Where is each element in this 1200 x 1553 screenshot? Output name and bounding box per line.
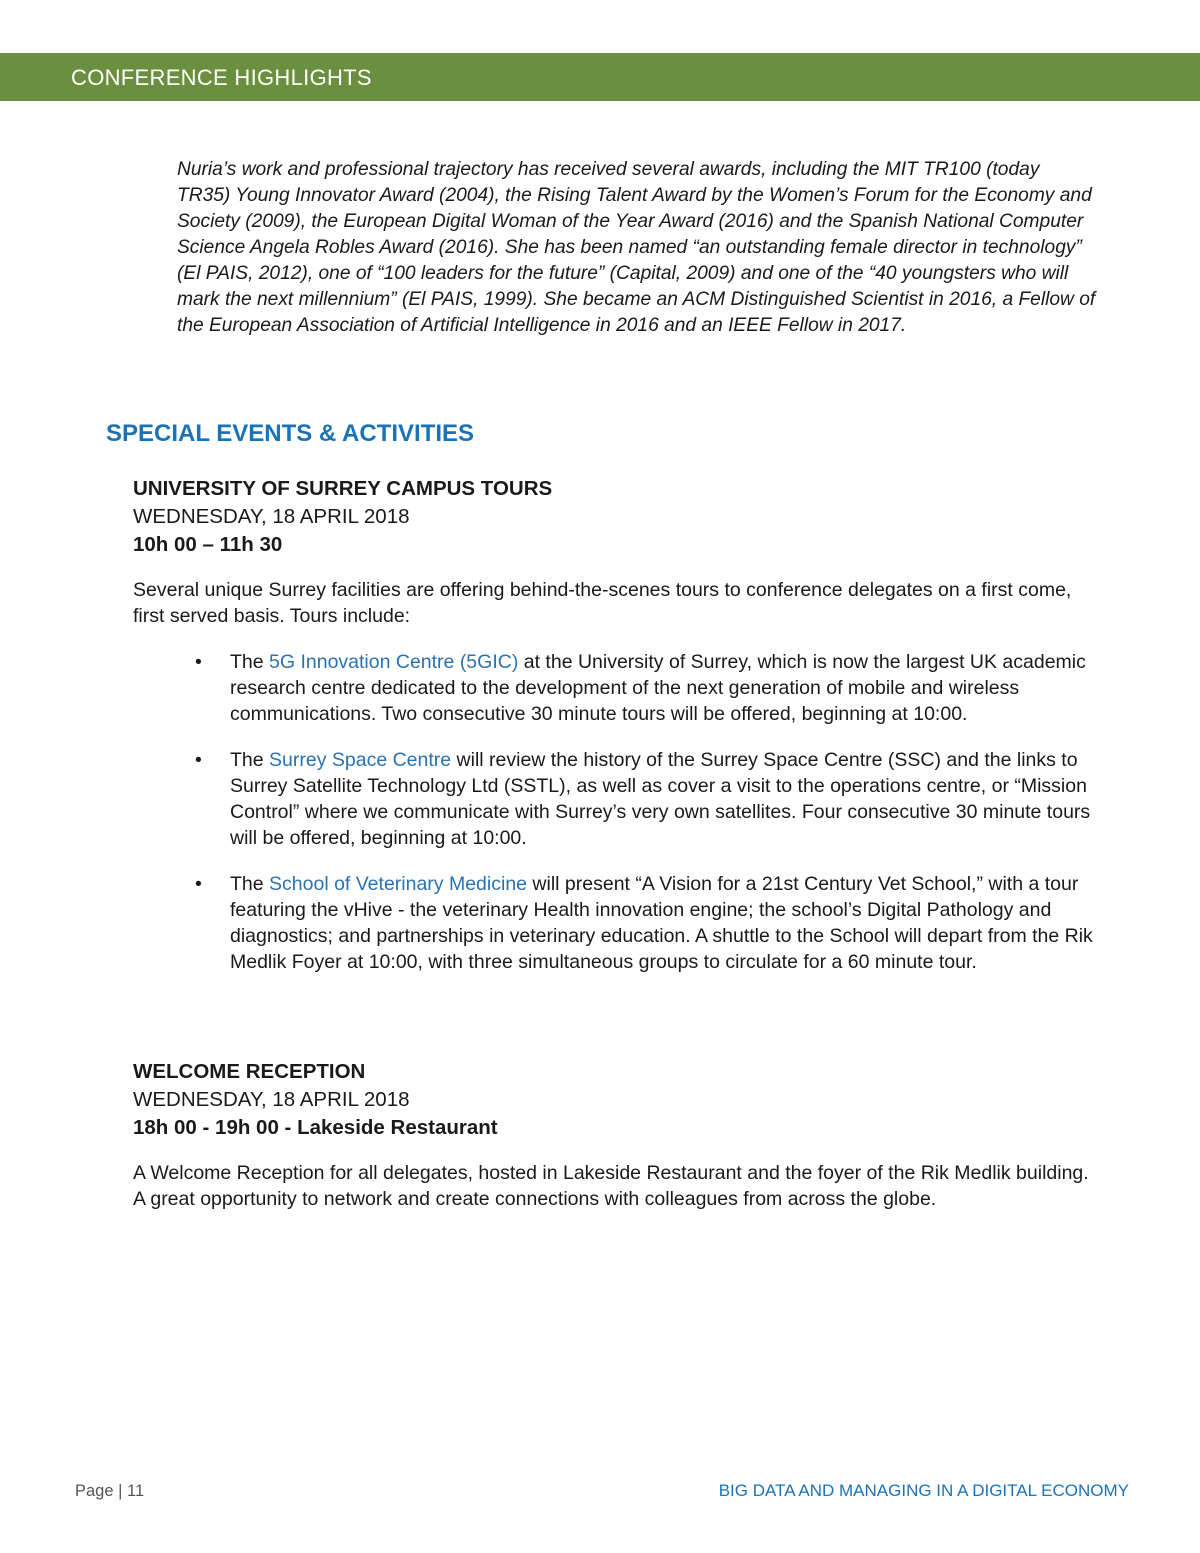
bullet-icon: •	[195, 749, 202, 771]
event-time: 10h 00 – 11h 30	[133, 533, 283, 556]
welcome-reception-event	[133, 1058, 1098, 1212]
bullet-icon: •	[195, 651, 202, 673]
tour-prefix: The	[230, 749, 270, 771]
reception-description: A Welcome Reception for all delegates, hosted in Lakeside Restaurant and the foyer of the Rik Medlik building. A great opportunity to network and create connections with colleagues from across the globe.	[133, 1162, 1089, 1210]
event-date: WEDNESDAY, 18 APRIL 2018	[133, 505, 410, 528]
event-date: WEDNESDAY, 18 APRIL 2018	[133, 1088, 410, 1111]
tour-prefix: The	[230, 651, 270, 673]
link-5g-innovation-centre[interactable]: 5G Innovation Centre (5GIC)	[269, 651, 519, 673]
page-number: Page | 11	[75, 1482, 145, 1500]
tour-item-vet-school	[133, 871, 1100, 975]
header-band	[0, 53, 1200, 101]
tour-list	[133, 649, 1098, 975]
section-title: SPECIAL EVENTS & ACTIVITIES	[106, 420, 475, 447]
tour-description: will present “A Vision for a 21st Century Vet School,” with a tour featuring the vHive - the veterinary Health innovation engine; the school’s Digital Pathology and diagnostics; and partnerships in veterinary education. A shuttle to the School will depart from the Rik Medlik Foyer at 10:00, with three simultaneous groups to circulate for a 60 minute tour.	[230, 873, 1093, 973]
tour-item-5gic	[133, 649, 1100, 727]
event-time: 18h 00 - 19h 00 - Lakeside Restaurant	[133, 1116, 498, 1139]
tour-description: at the University of Surrey, which is now the largest UK academic research centre dedicated to the development of the next generation of mobile and wireless communications. Two consecutive 30 minute tours will be offered, beginning at 10:00.	[230, 651, 1086, 725]
document-title: BIG DATA AND MANAGING IN A DIGITAL ECONOMY	[718, 1481, 1129, 1500]
header-title: CONFERENCE HIGHLIGHTS	[71, 65, 372, 90]
tour-description: will review the history of the Surrey Space Centre (SSC) and the links to Surrey Satellite Technology Ltd (SSTL), as well as cover a visit to the operations centre, or “Mission Control” where we communicate with Surrey’s very own satellites. Four consecutive 30 minute tours will be offered, beginning at 10:00.	[230, 749, 1091, 849]
campus-tours-event	[133, 475, 1098, 975]
event-title: WELCOME RECEPTION	[133, 1060, 366, 1083]
speaker-bio-paragraph: Nuria’s work and professional trajectory has received several awards, including the MIT TR100 (today TR35) Young Innovator Award (2004), the Rising Talent Award by the Women’s Forum for the Economy and Society (2009), the European Digital Woman of the Year Award (2016) and the Spanish National Computer Science Angela Robles Award (2016). She has been named “an outstanding female director in technology” (El PAIS, 2012), one of “100 leaders for the future” (Capital, 2009) and one of the “40 youngsters who will mark the next millennium” (El PAIS, 1999). She became an ACM Distinguished Scientist in 2016, a Fellow of the European Association of Artificial Intelligence in 2016 and an IEEE Fellow in 2017.	[177, 159, 1096, 336]
bullet-icon: •	[195, 873, 202, 895]
tour-item-space-centre	[133, 747, 1100, 851]
link-surrey-space-centre[interactable]: Surrey Space Centre	[269, 749, 452, 771]
event-title: UNIVERSITY OF SURREY CAMPUS TOURS	[133, 477, 553, 500]
tour-prefix: The	[230, 873, 270, 895]
tours-intro: Several unique Surrey facilities are offering behind-the-scenes tours to conference delegates on a first come, first served basis. Tours include:	[133, 579, 1072, 627]
link-school-of-veterinary-medicine[interactable]: School of Veterinary Medicine	[269, 873, 528, 895]
